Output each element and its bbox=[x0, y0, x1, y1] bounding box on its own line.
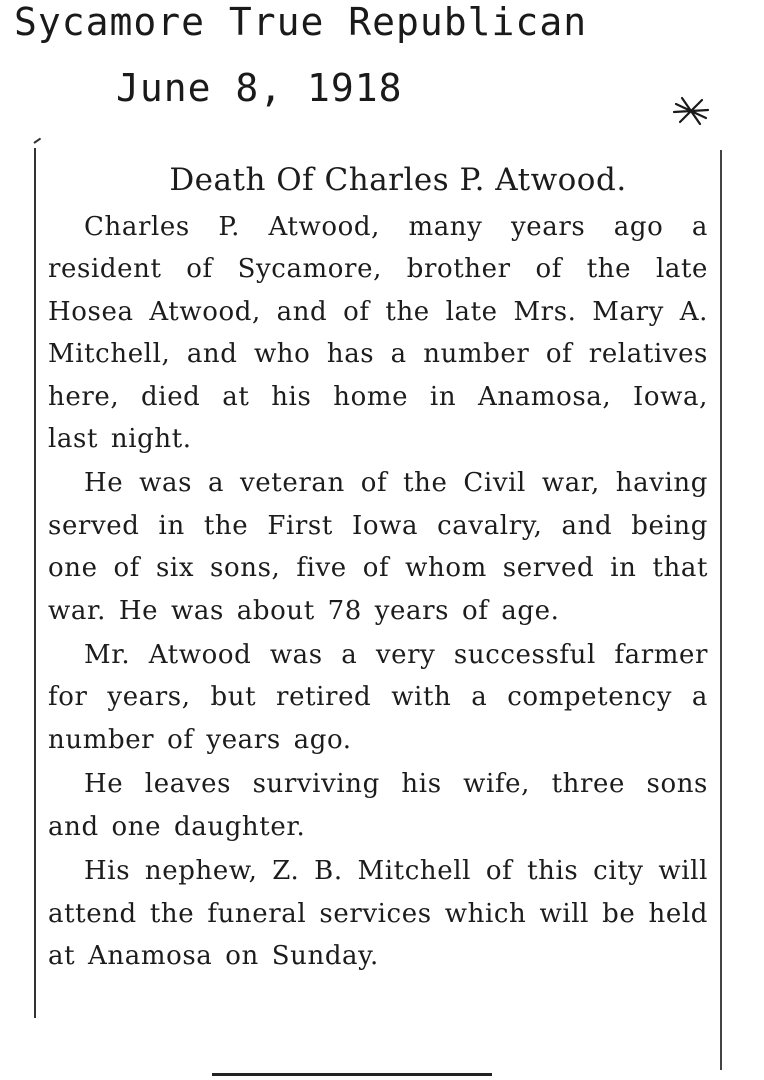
clipping-left-edge bbox=[34, 148, 36, 1018]
newspaper-clipping bbox=[34, 140, 724, 1070]
asterisk-mark-icon bbox=[672, 92, 710, 130]
article-paragraph-2: He was a veteran of the Civil war, having served in the First Iowa cavalry, and being one of six sons, five of whom served in that war. He was about 78 years of age. bbox=[48, 468, 708, 626]
article-paragraph-1: Charles P. Atwood, many years ago a resident of Sycamore, brother of the late Hosea Atwood, and of the late Mrs. Mary A. Mitchell, and who has a number of relatives here, died at his home in Anamosa, Iowa, last night. bbox=[48, 212, 708, 455]
clipping-right-edge bbox=[720, 150, 722, 1070]
publication-date: June 8, 1918 bbox=[116, 66, 403, 110]
obituary-article bbox=[48, 156, 708, 979]
publication-title: Sycamore True Republican bbox=[14, 0, 588, 44]
article-paragraph-4: He leaves surviving his wife, three sons and one daughter. bbox=[48, 769, 708, 842]
article-paragraph-5: His nephew, Z. B. Mitchell of this city will attend the funeral services which will be held at Anamosa on Sunday. bbox=[48, 856, 708, 971]
article-paragraph-3: Mr. Atwood was a very successful farmer for years, but retired with a competency a number of years ago. bbox=[48, 640, 708, 755]
bottom-divider-rule bbox=[212, 1073, 492, 1076]
clipping-corner-tick bbox=[33, 138, 41, 144]
article-headline: Death Of Charles P. Atwood. bbox=[169, 162, 627, 198]
